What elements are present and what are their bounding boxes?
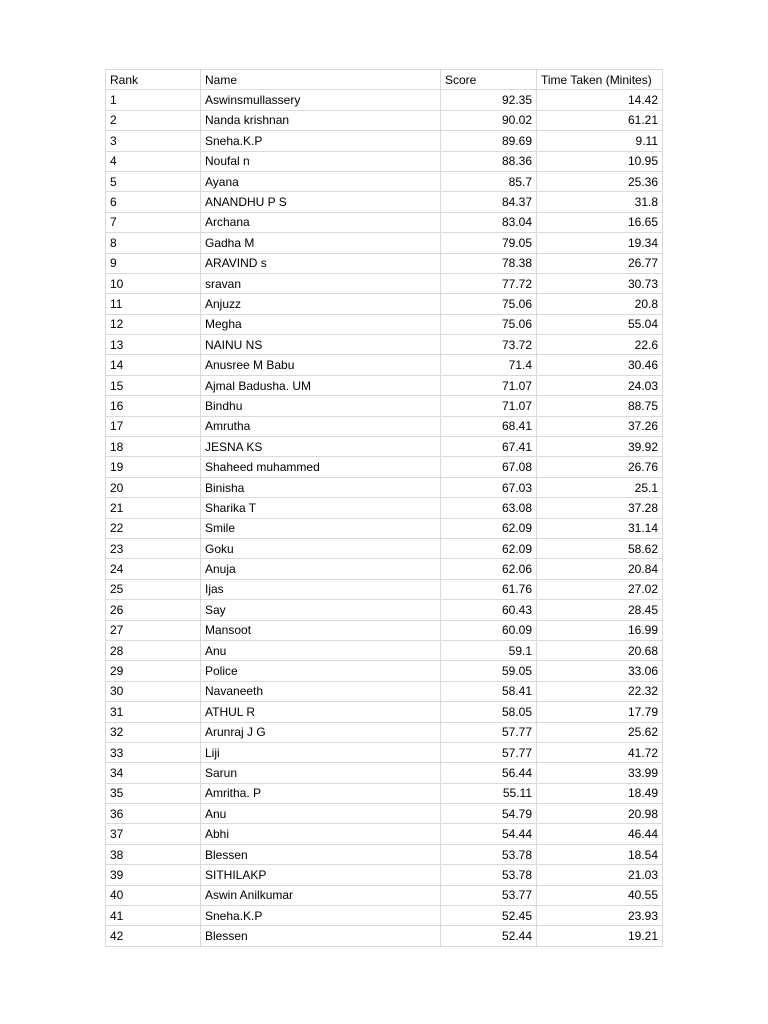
table-row	[106, 722, 663, 742]
name-cell: Aswin Anilkumar	[201, 885, 441, 905]
score-cell: 54.79	[441, 804, 537, 824]
rank-cell: 42	[106, 926, 201, 946]
table-row	[106, 151, 663, 171]
rank-cell: 36	[106, 804, 201, 824]
name-cell: Abhi	[201, 824, 441, 844]
score-cell: 77.72	[441, 273, 537, 293]
table-row	[106, 233, 663, 253]
time-taken-cell: 22.6	[537, 335, 663, 355]
rank-cell: 26	[106, 600, 201, 620]
time-taken-cell: 40.55	[537, 885, 663, 905]
table-row	[106, 437, 663, 457]
score-cell: 85.7	[441, 171, 537, 191]
table-row	[106, 600, 663, 620]
table-row	[106, 335, 663, 355]
rank-cell: 33	[106, 742, 201, 762]
score-cell: 63.08	[441, 498, 537, 518]
table-row	[106, 906, 663, 926]
rank-cell: 12	[106, 314, 201, 334]
table-row	[106, 681, 663, 701]
table-row	[106, 396, 663, 416]
rank-cell: 19	[106, 457, 201, 477]
time-taken-cell: 20.68	[537, 640, 663, 660]
table-row	[106, 661, 663, 681]
name-cell: Anu	[201, 804, 441, 824]
time-taken-cell: 31.8	[537, 192, 663, 212]
score-cell: 89.69	[441, 131, 537, 151]
time-taken-cell: 58.62	[537, 538, 663, 558]
name-cell: SITHILAKP	[201, 865, 441, 885]
time-taken-cell: 41.72	[537, 742, 663, 762]
table-row	[106, 192, 663, 212]
name-cell: JESNA KS	[201, 437, 441, 457]
score-cell: 75.06	[441, 294, 537, 314]
time-taken-cell: 37.28	[537, 498, 663, 518]
table-row	[106, 457, 663, 477]
score-cell: 60.43	[441, 600, 537, 620]
time-taken-cell: 30.46	[537, 355, 663, 375]
name-cell: Mansoot	[201, 620, 441, 640]
score-cell: 59.05	[441, 661, 537, 681]
table-row	[106, 640, 663, 660]
table-row	[106, 579, 663, 599]
score-cell: 54.44	[441, 824, 537, 844]
name-cell: Archana	[201, 212, 441, 232]
rank-cell: 34	[106, 763, 201, 783]
table-row	[106, 273, 663, 293]
score-cell: 92.35	[441, 90, 537, 110]
score-cell: 52.44	[441, 926, 537, 946]
table-row	[106, 355, 663, 375]
rank-cell: 41	[106, 906, 201, 926]
rank-cell: 13	[106, 335, 201, 355]
time-taken-cell: 26.76	[537, 457, 663, 477]
name-cell: Liji	[201, 742, 441, 762]
time-taken-cell: 39.92	[537, 437, 663, 457]
table-row	[106, 294, 663, 314]
table-row	[106, 110, 663, 130]
name-cell: Bindhu	[201, 396, 441, 416]
name-cell: Ajmal Badusha. UM	[201, 375, 441, 395]
rank-cell: 15	[106, 375, 201, 395]
rank-cell: 9	[106, 253, 201, 273]
time-taken-cell: 18.54	[537, 844, 663, 864]
time-taken-cell: 25.62	[537, 722, 663, 742]
table-row	[106, 477, 663, 497]
table-row	[106, 314, 663, 334]
header-score: Score	[441, 70, 537, 90]
score-cell: 67.08	[441, 457, 537, 477]
time-taken-cell: 26.77	[537, 253, 663, 273]
name-cell: Shaheed muhammed	[201, 457, 441, 477]
table-row	[106, 253, 663, 273]
time-taken-cell: 28.45	[537, 600, 663, 620]
time-taken-cell: 19.34	[537, 233, 663, 253]
time-taken-cell: 33.99	[537, 763, 663, 783]
name-cell: Sarun	[201, 763, 441, 783]
time-taken-cell: 55.04	[537, 314, 663, 334]
name-cell: ATHUL R	[201, 702, 441, 722]
rank-cell: 38	[106, 844, 201, 864]
table-row	[106, 824, 663, 844]
rank-cell: 4	[106, 151, 201, 171]
rank-cell: 23	[106, 538, 201, 558]
name-cell: Megha	[201, 314, 441, 334]
name-cell: Ijas	[201, 579, 441, 599]
rank-cell: 22	[106, 518, 201, 538]
time-taken-cell: 24.03	[537, 375, 663, 395]
table-row	[106, 926, 663, 946]
header-rank: Rank	[106, 70, 201, 90]
score-cell: 73.72	[441, 335, 537, 355]
time-taken-cell: 16.99	[537, 620, 663, 640]
score-cell: 60.09	[441, 620, 537, 640]
results-table	[105, 69, 663, 947]
name-cell: Sneha.K.P	[201, 906, 441, 926]
time-taken-cell: 88.75	[537, 396, 663, 416]
time-taken-cell: 46.44	[537, 824, 663, 844]
score-cell: 57.77	[441, 742, 537, 762]
score-cell: 71.4	[441, 355, 537, 375]
time-taken-cell: 17.79	[537, 702, 663, 722]
score-cell: 67.41	[441, 437, 537, 457]
score-cell: 79.05	[441, 233, 537, 253]
name-cell: Amritha. P	[201, 783, 441, 803]
rank-cell: 2	[106, 110, 201, 130]
rank-cell: 20	[106, 477, 201, 497]
time-taken-cell: 19.21	[537, 926, 663, 946]
name-cell: Arunraj J G	[201, 722, 441, 742]
score-cell: 53.77	[441, 885, 537, 905]
rank-cell: 39	[106, 865, 201, 885]
table-row	[106, 885, 663, 905]
rank-cell: 24	[106, 559, 201, 579]
score-cell: 71.07	[441, 375, 537, 395]
score-cell: 52.45	[441, 906, 537, 926]
table-row	[106, 844, 663, 864]
table-row	[106, 518, 663, 538]
table-row	[106, 559, 663, 579]
time-taken-cell: 20.84	[537, 559, 663, 579]
time-taken-cell: 20.98	[537, 804, 663, 824]
table-row	[106, 865, 663, 885]
rank-cell: 35	[106, 783, 201, 803]
score-cell: 62.09	[441, 518, 537, 538]
table-row	[106, 416, 663, 436]
score-cell: 62.06	[441, 559, 537, 579]
rank-cell: 40	[106, 885, 201, 905]
table-row	[106, 783, 663, 803]
rank-cell: 5	[106, 171, 201, 191]
name-cell: Anu	[201, 640, 441, 660]
rank-cell: 21	[106, 498, 201, 518]
name-cell: ANANDHU P S	[201, 192, 441, 212]
score-cell: 59.1	[441, 640, 537, 660]
name-cell: ARAVIND s	[201, 253, 441, 273]
table-row	[106, 742, 663, 762]
score-cell: 57.77	[441, 722, 537, 742]
time-taken-cell: 30.73	[537, 273, 663, 293]
score-cell: 53.78	[441, 844, 537, 864]
time-taken-cell: 25.36	[537, 171, 663, 191]
time-taken-cell: 18.49	[537, 783, 663, 803]
table-row	[106, 538, 663, 558]
header-name: Name	[201, 70, 441, 90]
table-row	[106, 804, 663, 824]
name-cell: Sharika T	[201, 498, 441, 518]
score-cell: 58.05	[441, 702, 537, 722]
name-cell: Aswinsmullassery	[201, 90, 441, 110]
rank-cell: 16	[106, 396, 201, 416]
rank-cell: 17	[106, 416, 201, 436]
score-cell: 75.06	[441, 314, 537, 334]
time-taken-cell: 61.21	[537, 110, 663, 130]
score-cell: 90.02	[441, 110, 537, 130]
time-taken-cell: 20.8	[537, 294, 663, 314]
rank-cell: 25	[106, 579, 201, 599]
table-row	[106, 212, 663, 232]
time-taken-cell: 31.14	[537, 518, 663, 538]
name-cell: Navaneeth	[201, 681, 441, 701]
time-taken-cell: 10.95	[537, 151, 663, 171]
score-cell: 67.03	[441, 477, 537, 497]
rank-cell: 30	[106, 681, 201, 701]
rank-cell: 27	[106, 620, 201, 640]
name-cell: Noufal n	[201, 151, 441, 171]
time-taken-cell: 9.11	[537, 131, 663, 151]
score-cell: 61.76	[441, 579, 537, 599]
name-cell: Binisha	[201, 477, 441, 497]
time-taken-cell: 14.42	[537, 90, 663, 110]
name-cell: Blessen	[201, 926, 441, 946]
rank-cell: 37	[106, 824, 201, 844]
score-cell: 83.04	[441, 212, 537, 232]
time-taken-cell: 23.93	[537, 906, 663, 926]
header-time-taken: Time Taken (Minites)	[537, 70, 663, 90]
rank-cell: 7	[106, 212, 201, 232]
name-cell: Police	[201, 661, 441, 681]
rank-cell: 10	[106, 273, 201, 293]
rank-cell: 3	[106, 131, 201, 151]
score-cell: 58.41	[441, 681, 537, 701]
rank-cell: 8	[106, 233, 201, 253]
rank-cell: 1	[106, 90, 201, 110]
score-cell: 68.41	[441, 416, 537, 436]
table-row	[106, 131, 663, 151]
time-taken-cell: 37.26	[537, 416, 663, 436]
time-taken-cell: 33.06	[537, 661, 663, 681]
name-cell: Goku	[201, 538, 441, 558]
name-cell: Nanda krishnan	[201, 110, 441, 130]
name-cell: Anusree M Babu	[201, 355, 441, 375]
score-cell: 53.78	[441, 865, 537, 885]
rank-cell: 11	[106, 294, 201, 314]
table-row	[106, 375, 663, 395]
rank-cell: 29	[106, 661, 201, 681]
name-cell: Sneha.K.P	[201, 131, 441, 151]
rank-cell: 18	[106, 437, 201, 457]
table-row	[106, 763, 663, 783]
time-taken-cell: 21.03	[537, 865, 663, 885]
score-cell: 78.38	[441, 253, 537, 273]
table-row	[106, 498, 663, 518]
rank-cell: 6	[106, 192, 201, 212]
name-cell: Blessen	[201, 844, 441, 864]
header-row	[106, 70, 663, 90]
name-cell: Anjuzz	[201, 294, 441, 314]
name-cell: Ayana	[201, 171, 441, 191]
rank-cell: 14	[106, 355, 201, 375]
score-cell: 62.09	[441, 538, 537, 558]
name-cell: Gadha M	[201, 233, 441, 253]
time-taken-cell: 27.02	[537, 579, 663, 599]
score-cell: 88.36	[441, 151, 537, 171]
name-cell: Amrutha	[201, 416, 441, 436]
name-cell: NAINU NS	[201, 335, 441, 355]
score-cell: 55.11	[441, 783, 537, 803]
score-cell: 56.44	[441, 763, 537, 783]
time-taken-cell: 25.1	[537, 477, 663, 497]
score-cell: 71.07	[441, 396, 537, 416]
rank-cell: 32	[106, 722, 201, 742]
table-row	[106, 620, 663, 640]
table-row	[106, 90, 663, 110]
rank-cell: 31	[106, 702, 201, 722]
name-cell: Smile	[201, 518, 441, 538]
name-cell: Anuja	[201, 559, 441, 579]
table-header	[106, 70, 663, 90]
table-body	[106, 90, 663, 946]
time-taken-cell: 22.32	[537, 681, 663, 701]
table-row	[106, 702, 663, 722]
rank-cell: 28	[106, 640, 201, 660]
time-taken-cell: 16.65	[537, 212, 663, 232]
name-cell: Say	[201, 600, 441, 620]
table-row	[106, 171, 663, 191]
name-cell: sravan	[201, 273, 441, 293]
score-cell: 84.37	[441, 192, 537, 212]
